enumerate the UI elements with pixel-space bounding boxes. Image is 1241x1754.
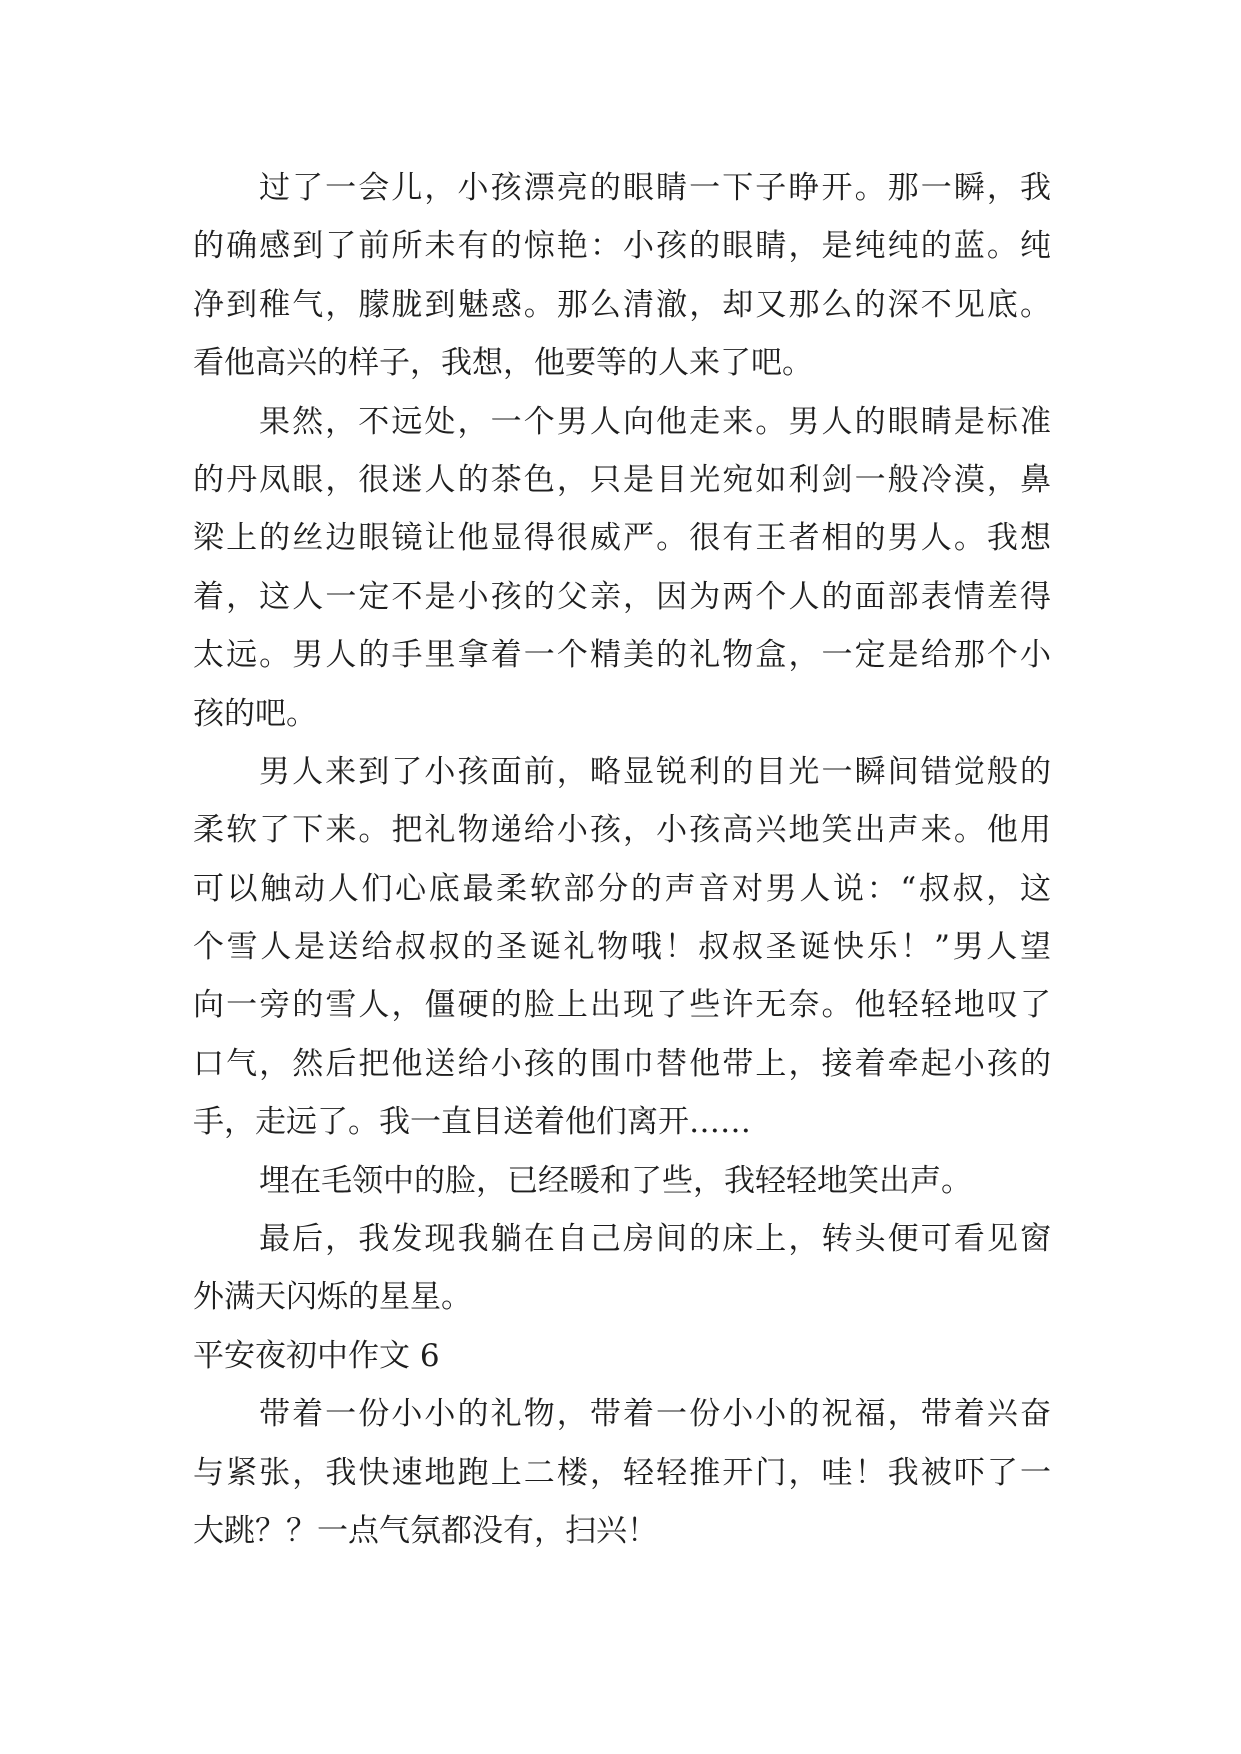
paragraph bbox=[193, 159, 1051, 393]
paragraph-line: 太远。男人的手里拿着一个精美的礼物盒，一定是给那个小 bbox=[193, 637, 1051, 674]
paragraph-line: 的确感到了前所未有的惊艳：小孩的眼睛，是纯纯的蓝。纯 bbox=[193, 228, 1051, 265]
paragraph bbox=[193, 743, 1051, 1152]
paragraph-line: 梁上的丝边眼镜让他显得很威严。很有王者相的男人。我想 bbox=[193, 520, 1051, 557]
paragraph-line: 带着一份小小的礼物，带着一份小小的祝福，带着兴奋 bbox=[259, 1396, 1051, 1433]
paragraph-line: 埋在毛领中的脸，已经暖和了些，我轻轻地笑出声。 bbox=[259, 1162, 972, 1199]
paragraph-line: 着，这人一定不是小孩的父亲，因为两个人的面部表情差得 bbox=[193, 578, 1051, 615]
paragraph-line: 过了一会儿，小孩漂亮的眼睛一下子睁开。那一瞬，我 bbox=[259, 170, 1051, 206]
paragraph-line: 男人来到了小孩面前，略显锐利的目光一瞬间错觉般的 bbox=[259, 753, 1051, 790]
paragraph bbox=[193, 393, 1051, 743]
paragraph-line: 看他高兴的样子，我想，他要等的人来了吧。 bbox=[193, 345, 813, 382]
paragraph-line: 外满天闪烁的星星。 bbox=[193, 1279, 472, 1316]
paragraph-line: 果然，不远处，一个男人向他走来。男人的眼睛是标准 bbox=[259, 403, 1051, 440]
section-heading-block bbox=[193, 1327, 1051, 1385]
paragraph-line: 净到稚气，朦胧到魅惑。那么清澈，却又那么的深不见底。 bbox=[193, 286, 1051, 323]
paragraph-line: 最后，我发现我躺在自己房间的床上，转头便可看见窗 bbox=[259, 1221, 1051, 1258]
paragraph-line: 口气，然后把他送给小孩的围巾替他带上，接着牵起小孩的 bbox=[193, 1045, 1051, 1082]
document-body bbox=[193, 159, 1051, 1560]
paragraph-line: 大跳？？一点气氛都没有，扫兴！ bbox=[193, 1512, 658, 1549]
paragraph-line: 个雪人是送给叔叔的圣诞礼物哦！叔叔圣诞快乐！”男人望 bbox=[193, 929, 1051, 966]
paragraph-line: 柔软了下来。把礼物递给小孩，小孩高兴地笑出声来。他用 bbox=[193, 812, 1051, 849]
paragraph-line: 可以触动人们心底最柔软部分的声音对男人说：“叔叔，这 bbox=[193, 870, 1051, 907]
section-heading: 平安夜初中作文 6 bbox=[193, 1337, 440, 1374]
paragraph-line: 与紧张，我快速地跑上二楼，轻轻推开门，哇！我被吓了一 bbox=[193, 1454, 1051, 1491]
paragraph-line: 向一旁的雪人，僵硬的脸上出现了些许无奈。他轻轻地叹了 bbox=[193, 987, 1051, 1024]
paragraph-line: 手，走远了。我一直目送着他们离开…… bbox=[193, 1104, 751, 1141]
paragraph-line: 孩的吧。 bbox=[193, 695, 317, 732]
paragraph-line: 的丹凤眼，很迷人的茶色，只是目光宛如利剑一般冷漠，鼻 bbox=[193, 461, 1051, 498]
paragraph bbox=[193, 1210, 1051, 1327]
paragraph bbox=[193, 1152, 1051, 1210]
paragraph bbox=[193, 1385, 1051, 1560]
